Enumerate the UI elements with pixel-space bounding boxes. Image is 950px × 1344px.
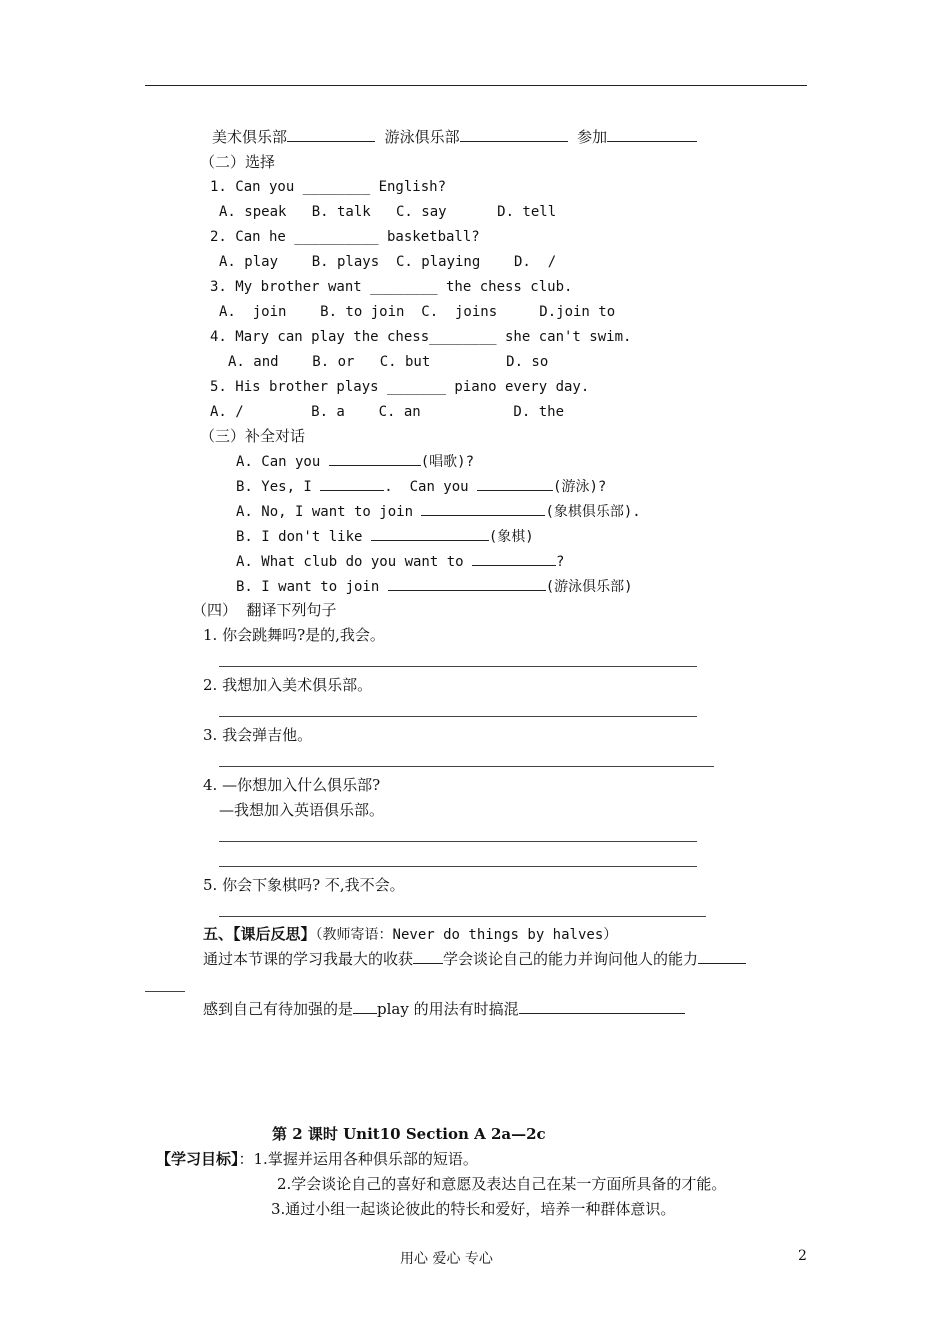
dialog-4-text: B. I don't like	[236, 529, 371, 545]
dialog-2-mid: . Can you	[384, 479, 478, 495]
answer-line-5	[219, 916, 706, 917]
dialog-6-blank	[388, 576, 546, 591]
q5-question: 5. His brother plays _______ piano every day.	[210, 379, 590, 395]
dialog-2-text: B. Yes, I	[236, 479, 321, 495]
q3-question: 3. My brother want ________ the chess club.	[210, 279, 573, 295]
answer-line-3	[219, 766, 714, 767]
dialog-3-hint: (象棋俱乐部).	[545, 504, 641, 520]
q2-question: 2. Can he __________ basketball?	[210, 229, 480, 245]
dialog-line-2	[236, 476, 606, 497]
dialog-1-hint: (唱歌)?	[420, 454, 475, 470]
reflection-title: 【课后反思】	[233, 925, 316, 943]
gain-blank-a	[413, 949, 443, 964]
footer-motto: 用心 爱心 专心	[400, 1251, 493, 1267]
vocab-line	[212, 127, 697, 147]
dialog-3-text: A. No, I want to join	[236, 504, 422, 520]
gain-answer: 学会谈论自己的能力并询问他人的能力	[443, 950, 699, 968]
section4-heading: （四） 翻译下列句子	[192, 601, 337, 619]
dialog-line-3	[236, 501, 641, 522]
dialog-5-hint: ?	[556, 554, 565, 570]
goal-1: ：1.掌握并运用各种俱乐部的短语。	[238, 1150, 478, 1168]
dialog-3-blank	[421, 501, 545, 516]
weak-label: 感到自己有待加强的是	[203, 1000, 354, 1018]
section3-heading: （三）补全对话	[200, 427, 306, 445]
q2-options: A. play B. plays C. playing D. /	[219, 254, 557, 270]
vocab-join: 参加	[577, 128, 608, 146]
q1-question: 1. Can you ________ English?	[210, 179, 447, 195]
vocab-join-blank	[607, 127, 697, 142]
q1-options: A. speak B. talk C. say D. tell	[219, 204, 557, 220]
vocab-swim-blank	[460, 127, 568, 142]
gain-blank-b	[698, 949, 746, 964]
dialog-line-1	[236, 451, 474, 472]
translate-4b: —我想加入英语俱乐部。	[219, 801, 385, 819]
dialog-5-text: A. What club do you want to	[236, 554, 473, 570]
lesson2-title: 第 2 课时 Unit10 Section A 2a—2c	[272, 1125, 546, 1143]
answer-line-4a	[219, 841, 697, 842]
dialog-2-hint: (游泳)?	[553, 479, 607, 495]
gain-wrap-line	[145, 991, 185, 992]
section2-heading: （二）选择	[200, 153, 276, 171]
goal-3: 3.通过小组一起谈论彼此的特长和爱好，培养一种群体意识。	[271, 1200, 676, 1218]
weak-blank-a	[353, 999, 377, 1014]
translate-2: 2. 我想加入美术俱乐部。	[203, 676, 373, 694]
dialog-line-4	[236, 526, 534, 547]
dialog-4-blank	[371, 526, 489, 541]
goals-label: 【学习目标】	[156, 1150, 239, 1168]
reflection-number: 五、	[203, 925, 234, 943]
q3-options: A. join B. to join C. joins D.join to	[219, 304, 616, 320]
dialog-1-blank	[329, 451, 421, 466]
q4-options: A. and B. or C. but D. so	[228, 354, 549, 370]
weak-blank-b	[519, 999, 685, 1014]
translate-3: 3. 我会弹吉他。	[203, 726, 313, 744]
dialog-line-6	[236, 576, 633, 597]
dialog-4-hint: (象棋)	[488, 529, 534, 545]
q5-options: A. / B. a C. an D. the	[210, 404, 565, 420]
translate-1: 1. 你会跳舞吗?是的,我会。	[203, 626, 385, 644]
translate-4a: 4. —你想加入什么俱乐部?	[203, 776, 381, 794]
dialog-2-blank-b	[477, 476, 553, 491]
vocab-art-club: 美术俱乐部	[212, 128, 288, 146]
teacher-note: （教师寄语：Never do things by halves）	[315, 927, 618, 943]
answer-line-2	[219, 716, 697, 717]
gain-label: 通过本节课的学习我最大的收获	[203, 950, 414, 968]
vocab-swim-club: 游泳俱乐部	[384, 128, 460, 146]
dialog-5-blank	[472, 551, 556, 566]
q4-question: 4. Mary can play the chess________ she can't swim.	[210, 329, 632, 345]
dialog-2-blank-a	[320, 476, 384, 491]
weak-answer: play 的用法有时搞混	[377, 1000, 519, 1018]
answer-line-4b	[219, 866, 697, 867]
answer-line-1	[219, 666, 697, 667]
learning-goals	[156, 1149, 478, 1169]
dialog-6-hint: (游泳俱乐部)	[545, 579, 633, 595]
reflection-gain	[203, 949, 746, 969]
goal-2: 2.学会谈论自己的喜好和意愿及表达自己在某一方面所具备的才能。	[277, 1175, 727, 1193]
page-number: 2	[798, 1248, 807, 1264]
reflection-heading	[203, 924, 617, 945]
vocab-art-blank	[287, 127, 375, 142]
translate-5: 5. 你会下象棋吗? 不,我不会。	[203, 876, 405, 894]
dialog-line-5	[236, 551, 564, 572]
dialog-1-text: A. Can you	[236, 454, 329, 470]
header-rule	[145, 85, 807, 86]
dialog-6-text: B. I want to join	[236, 579, 388, 595]
reflection-weak	[203, 999, 685, 1019]
